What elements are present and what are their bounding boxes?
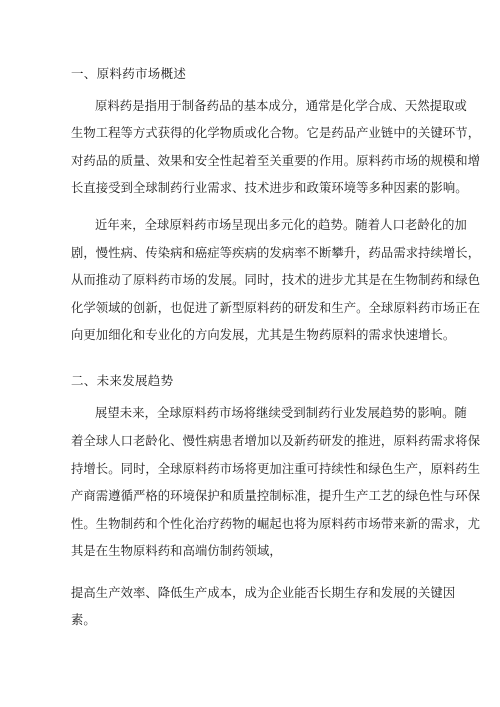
paragraph-line: 其是在生物原料药和高端仿制药领域， [71, 544, 282, 558]
paragraph-line: 素。 [71, 613, 96, 627]
paragraph-line: 近年来，全球原料药市场呈现出多元化的趋势。随着人口老龄化的加 [95, 218, 467, 232]
paragraph-line: 着全球人口老龄化、慢性病患者增加以及新药研发的推进，原料药需求将保 [71, 434, 481, 448]
section-heading-trends: 二、未来发展趋势 [71, 373, 174, 388]
paragraph-line: 对药品的质量、效果和安全性起着至关重要的作用。原料药市场的规模和增 [71, 154, 481, 168]
paragraph-line: 向更加细化和专业化的方向发展，尤其是生物药原料的需求快速增长。 [71, 328, 456, 342]
paragraph-line: 持增长。同时，全球原料药市场将更加注重可持续性和绿色生产，原料药生 [71, 462, 481, 476]
paragraph-line: 从而推动了原料药市场的发展。同时，技术的进步尤其是在生物制药和绿色 [71, 273, 481, 287]
paragraph-line: 展望未来，全球原料药市场将继续受到制药行业发展趋势的影响。随 [95, 406, 467, 420]
paragraph-line: 化学领域的创新，也促进了新型原料药的研发和生产。全球原料药市场正在 [71, 301, 481, 315]
paragraph-line: 生物工程等方式获得的化学物质或化合物。它是药品产业链中的关键环节， [71, 126, 481, 140]
paragraph-line: 长直接受到全球制药行业需求、技术进步和政策环境等多种因素的影响。 [71, 181, 468, 195]
paragraph-line: 性。生物制药和个性化治疗药物的崛起也将为原料药市场带来新的需求，尤 [71, 517, 481, 531]
paragraph-line: 提高生产效率、降低生产成本，成为企业能否长期生存和发展的关键因 [71, 586, 456, 600]
paragraph-line: 原料药是指用于制备药品的基本成分，通常是化学合成、天然提取或 [95, 99, 467, 113]
paragraph-line: 剧，慢性病、传染病和癌症等疾病的发病率不断攀升，药品需求持续增长， [71, 246, 481, 260]
paragraph-line: 产商需遵循严格的环境保护和质量控制标准，提升生产工艺的绿色性与环保 [71, 489, 481, 503]
section-heading-overview: 一、原料药市场概述 [71, 66, 187, 81]
